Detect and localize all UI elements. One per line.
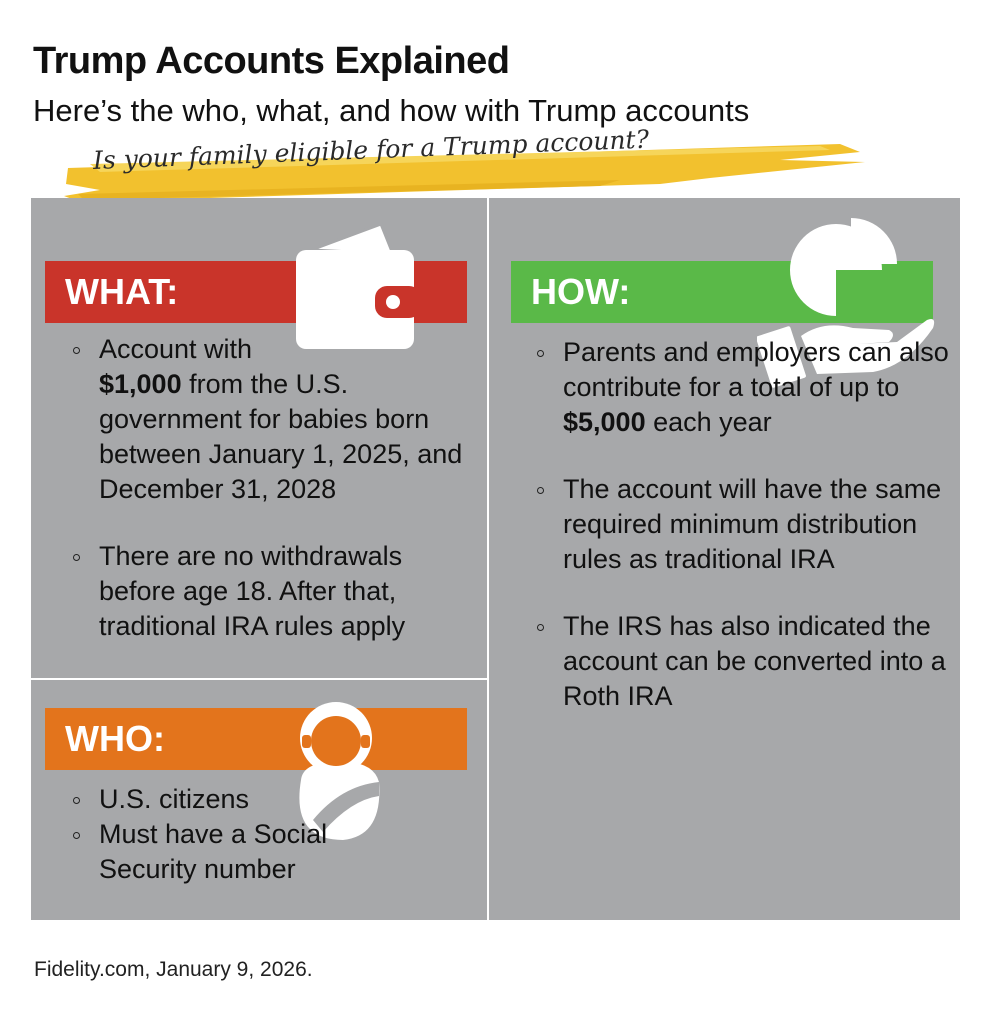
who-panel xyxy=(31,680,487,920)
who-bullet-list xyxy=(45,782,465,887)
bullet-marker xyxy=(537,624,544,631)
how-bullet-item: The account will have the same required minimum distribution rules as traditional IRA xyxy=(509,472,949,577)
how-heading: HOW: xyxy=(531,271,631,312)
page-subtitle: Here’s the who, what, and how with Trump accounts xyxy=(33,93,750,128)
source-citation: Fidelity.com, January 9, 2026. xyxy=(34,958,313,981)
bullet-marker xyxy=(537,487,544,494)
how-bullet-item: The IRS has also indicated the account can be converted into a Roth IRA xyxy=(509,609,949,714)
who-bullet-item: Must have a Social Security number xyxy=(45,817,399,887)
how-bullet-item: Parents and employers can also contribute for a total of up to $5,000 each year xyxy=(509,335,949,440)
bullet-marker xyxy=(537,350,544,357)
how-bullet-list xyxy=(509,335,949,714)
what-heading: WHAT: xyxy=(65,271,179,312)
how-panel xyxy=(489,198,960,920)
what-panel xyxy=(31,198,487,678)
page-title: Trump Accounts Explained xyxy=(33,40,510,82)
bullet-marker xyxy=(73,554,80,561)
bullet-marker xyxy=(73,797,80,804)
who-banner xyxy=(45,708,467,770)
what-bullet-list xyxy=(45,332,475,644)
bullet-marker xyxy=(73,347,80,354)
bullet-marker xyxy=(73,832,80,839)
who-heading: WHO: xyxy=(65,718,165,759)
eligibility-tagline: Is your family eligible for a Trump account? xyxy=(92,124,650,175)
what-bullet-item: Account with $1,000 from the U.S. government for babies born between January 1, 2025, and December 31, 2028 xyxy=(45,332,475,507)
who-bullet-item: U.S. citizens xyxy=(45,782,465,817)
what-bullet-item: There are no withdrawals before age 18. After that, traditional IRA rules apply xyxy=(45,539,475,644)
